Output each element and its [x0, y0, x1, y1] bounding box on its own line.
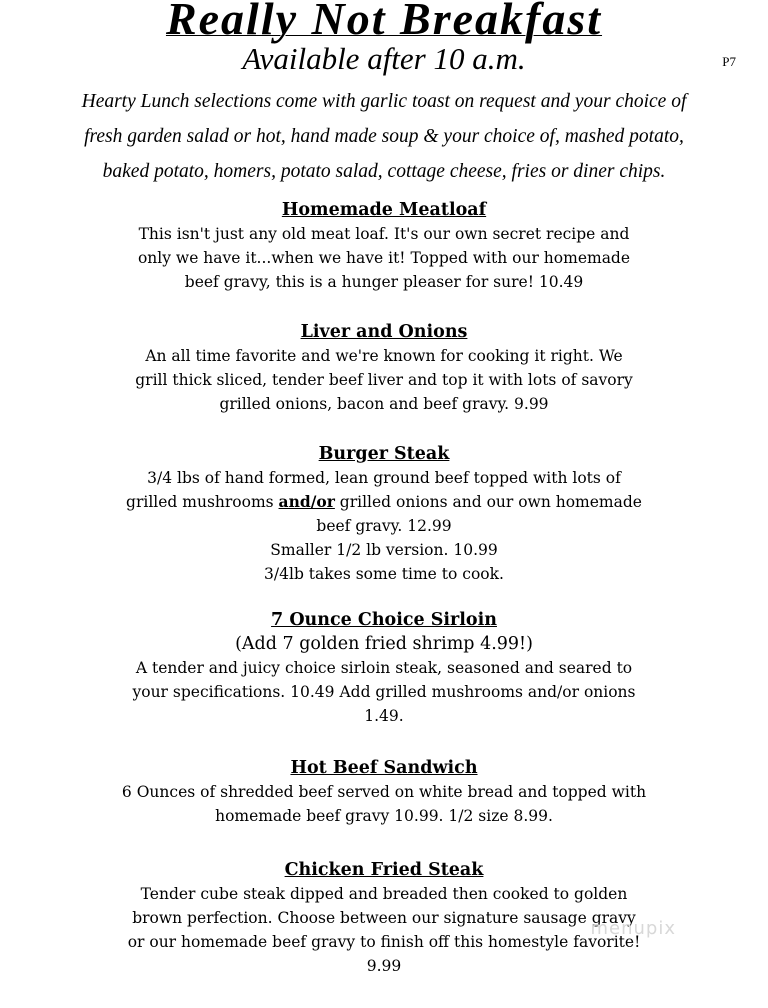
- menu-item-meatloaf: [0, 198, 768, 294]
- item-desc-line: This isn't just any old meat loaf. It's our own secret recipe and: [138, 225, 630, 243]
- item-desc-line: 9.99: [366, 957, 402, 975]
- menu-item-burger-steak: [0, 442, 768, 586]
- item-desc-line: grill thick sliced, tender beef liver and top it with lots of savory: [135, 371, 633, 389]
- item-name: Burger Steak: [318, 444, 450, 464]
- item-name: 7 Ounce Choice Sirloin: [271, 610, 497, 630]
- item-desc-line: [0, 490, 768, 514]
- item-desc-line: An all time favorite and we're known for cooking it right. We: [145, 347, 623, 365]
- item-note: (Add 7 golden fried shrimp 4.99!): [235, 634, 533, 654]
- item-name: Hot Beef Sandwich: [290, 758, 478, 778]
- item-desc-line: your specifications. 10.49 Add grilled mushrooms and/or onions: [132, 683, 636, 701]
- intro-line: Hearty Lunch selections come with garlic toast on request and your choice of: [81, 91, 687, 112]
- item-desc-line: homemade beef gravy 10.99. 1/2 size 8.99.: [215, 807, 553, 825]
- item-desc-line: 3/4 lbs of hand formed, lean ground beef topped with lots of: [147, 469, 621, 487]
- item-desc-line: 3/4lb takes some time to cook.: [264, 565, 504, 583]
- item-name: Liver and Onions: [300, 322, 468, 342]
- item-desc-line: 6 Ounces of shredded beef served on white bread and topped with: [121, 783, 647, 801]
- menu-item-hot-beef-sandwich: [0, 756, 768, 828]
- intro-line: baked potato, homers, potato salad, cottage cheese, fries or diner chips.: [102, 161, 666, 182]
- menu-item-sirloin: [0, 608, 768, 728]
- menu-title: Really Not Breakfast: [165, 0, 603, 44]
- item-desc-line: brown perfection. Choose between our signature sausage gravy: [132, 909, 636, 927]
- item-name: Homemade Meatloaf: [281, 200, 487, 220]
- menu-item-liver-onions: [0, 320, 768, 416]
- watermark: menupix: [590, 918, 676, 939]
- item-desc-line: A tender and juicy choice sirloin steak, seasoned and seared to: [135, 659, 633, 677]
- item-desc-line: grilled onions, bacon and beef gravy. 9.99: [219, 395, 549, 413]
- item-desc-line: beef gravy, this is a hunger pleaser for sure! 10.49: [184, 273, 584, 291]
- item-name: Chicken Fried Steak: [284, 860, 484, 880]
- intro-line: fresh garden salad or hot, hand made soup & your choice of, mashed potato,: [84, 126, 684, 147]
- intro-text: [0, 84, 768, 189]
- menu-subtitle: Available after 10 a.m.: [242, 41, 526, 76]
- item-desc-line: only we have it...when we have it! Topped with our homemade: [137, 249, 631, 267]
- item-desc-line: Tender cube steak dipped and breaded then cooked to golden: [140, 885, 628, 903]
- item-desc-line: beef gravy. 12.99: [316, 517, 452, 535]
- item-desc-line: Smaller 1/2 lb version. 10.99: [270, 541, 498, 559]
- item-desc-line: 1.49.: [364, 707, 404, 725]
- and-or-emphasis: and/or: [278, 492, 335, 511]
- page-number: P7: [722, 54, 736, 69]
- item-desc-line: or our homemade beef gravy to finish off this homestyle favorite!: [127, 933, 641, 951]
- item-desc-text: grilled onions and our own homemade: [334, 493, 642, 511]
- item-desc-text: grilled mushrooms: [126, 493, 279, 511]
